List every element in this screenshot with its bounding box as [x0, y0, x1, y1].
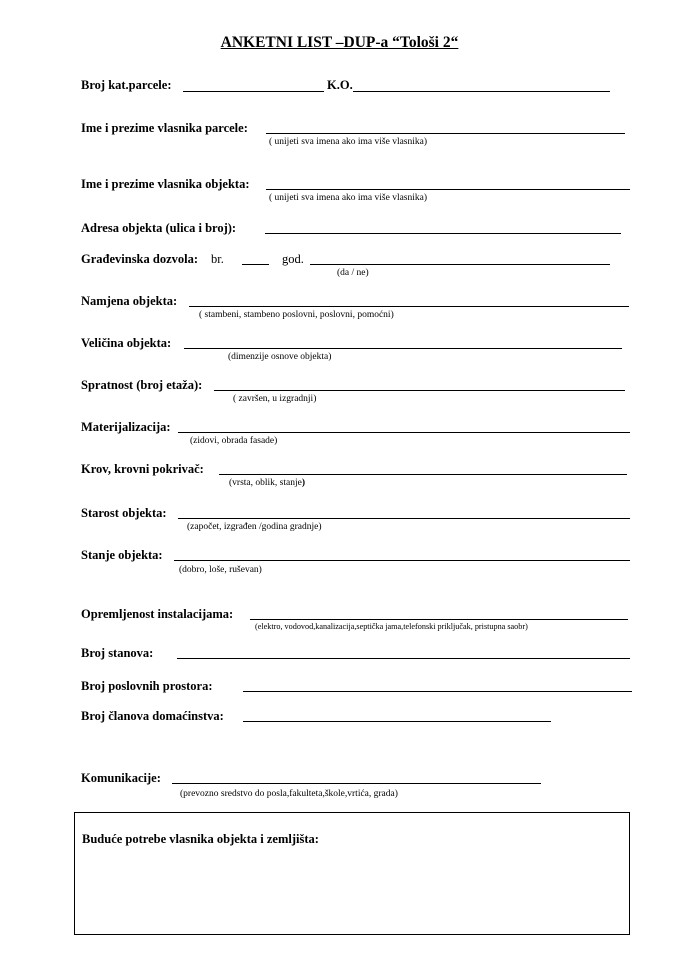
condition-label: Stanje objekta: — [81, 548, 163, 562]
parcel-number-input[interactable] — [183, 91, 324, 92]
commute-hint: (prevozno sredstvo do posla,fakulteta,škole,vrtića, grada) — [180, 789, 398, 799]
permit-number-input[interactable] — [242, 264, 269, 265]
permit-year-label: god. — [282, 252, 304, 266]
condition-hint: (dobro, loše, ruševan) — [179, 565, 262, 575]
floors-hint: ( završen, u izgradnji) — [233, 394, 317, 404]
address-input[interactable] — [265, 233, 621, 234]
installations-label: Opremljenost instalacijama: — [81, 607, 234, 621]
floors-input[interactable] — [214, 390, 625, 391]
form-title: ANKETNI LIST –DUP-a “Tološi 2“ — [220, 34, 459, 51]
materials-hint: (zidovi, obrada fasade) — [190, 436, 278, 446]
permit-label: Građevinska dozvola: — [81, 252, 199, 266]
parcel-owner-hint: ( unijeti sva imena ako ima više vlasnika) — [269, 137, 428, 147]
materials-label: Materijalizacija: — [81, 420, 171, 434]
building-owner-hint: ( unijeti sva imena ako ima više vlasnika) — [269, 193, 428, 203]
size-hint: (dimenzije osnove objekta) — [228, 352, 332, 362]
business-spaces-input[interactable] — [243, 691, 632, 692]
purpose-label: Namjena objekta: — [81, 294, 178, 308]
building-owner-input[interactable] — [266, 189, 630, 190]
installations-input[interactable] — [250, 619, 628, 620]
roof-hint-text: (vrsta, oblik, stanje — [229, 478, 302, 488]
purpose-hint: ( stambeni, stambeno poslovni, poslovni, pomoćni) — [199, 310, 394, 320]
ko-input[interactable] — [353, 91, 610, 92]
floors-label: Spratnost (broj etaža): — [81, 378, 203, 392]
parcel-owner-input[interactable] — [266, 133, 625, 134]
ko-label: K.O. — [327, 78, 353, 92]
commute-label: Komunikacije: — [81, 771, 161, 785]
roof-label: Krov, krovni pokrivač: — [81, 462, 204, 476]
future-needs-label: Buduće potrebe vlasnika objekta i zemljišta: — [82, 832, 319, 846]
materials-input[interactable] — [178, 432, 630, 433]
commute-input[interactable] — [172, 783, 541, 784]
permit-number-label: br. — [211, 252, 224, 266]
parcel-number-label: Broj kat.parcele: — [81, 78, 172, 92]
household-members-input[interactable] — [243, 721, 551, 722]
roof-hint-end: ) — [301, 478, 305, 488]
age-hint: (započet, izgrađen /godina gradnje) — [187, 522, 322, 532]
roof-hint — [229, 478, 305, 489]
purpose-input[interactable] — [189, 306, 629, 307]
household-members-label: Broj članova domaćinstva: — [81, 709, 224, 723]
future-needs-box[interactable] — [74, 812, 630, 935]
permit-hint: (da / ne) — [337, 268, 369, 278]
size-input[interactable] — [184, 348, 622, 349]
permit-year-input[interactable] — [310, 264, 610, 265]
condition-input[interactable] — [174, 560, 630, 561]
apartments-input[interactable] — [177, 658, 630, 659]
address-label: Adresa objekta (ulica i broj): — [81, 221, 237, 235]
business-spaces-label: Broj poslovnih prostora: — [81, 679, 213, 693]
parcel-owner-label: Ime i prezime vlasnika parcele: — [81, 121, 248, 135]
size-label: Veličina objekta: — [81, 336, 172, 350]
age-label: Starost objekta: — [81, 506, 167, 520]
age-input[interactable] — [178, 518, 630, 519]
roof-input[interactable] — [219, 474, 627, 475]
apartments-label: Broj stanova: — [81, 646, 154, 660]
installations-hint: (elektro, vodovod,kanalizacija,septička jama,telefonski priključak, pristupna saobr) — [255, 622, 528, 631]
building-owner-label: Ime i prezime vlasnika objekta: — [81, 177, 250, 191]
